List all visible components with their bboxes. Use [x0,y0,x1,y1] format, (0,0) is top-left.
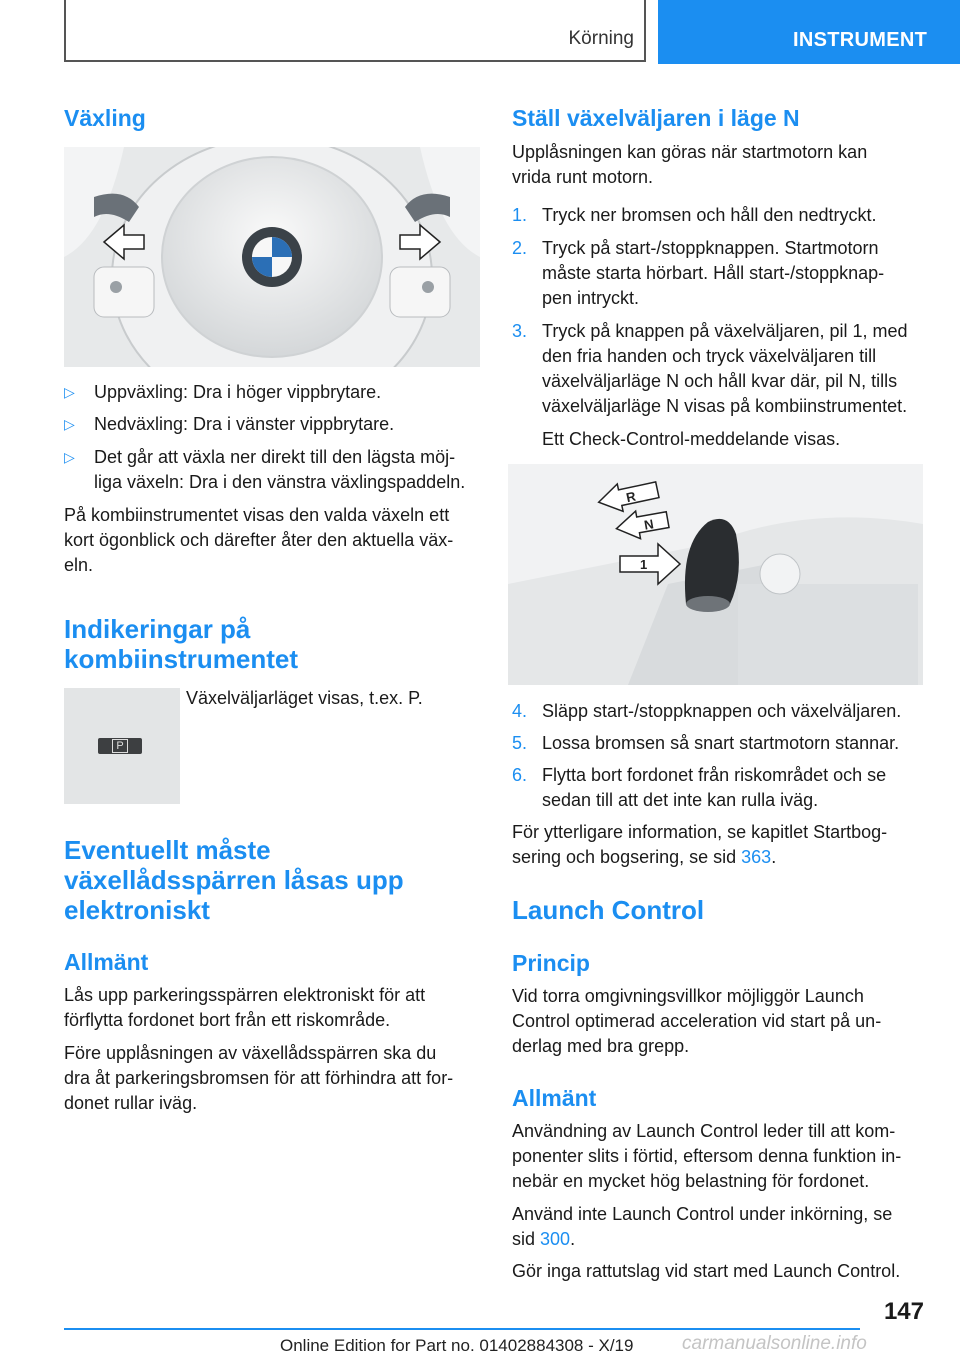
check-control-text: Ett Check-Control-meddelande visas. [542,429,841,449]
arrow-label-n: N [642,516,655,533]
gear-selector-image [508,464,923,685]
step-5: 5. Lossa bromsen så snart startmotorn stannar. [512,733,900,753]
triangle-bullet-icon: ▷ [64,449,75,465]
bullet-lowest-gear: ▷ Det går att växla ner direkt till den lägsta möj- liga växeln: Dra i den vänstra växlingspaddeln. [64,447,466,492]
gear-p-indicator: P [98,738,142,754]
step-2: 2. Tryck på start-/stoppknappen. Startmotorn måste starta hörbart. Håll start-/stoppknap- pen intryckt. [512,238,885,308]
paragraph-no-steering: Gör inga rattutslag vid start med Launch Control. [512,1261,901,1281]
header-tab [658,0,960,64]
heading-indikeringar: Indikeringar på kombiinstrumentet [64,614,299,674]
triangle-bullet-icon: ▷ [64,384,75,400]
footer-edition: Online Edition for Part no. 01402884308 - X/19 [280,1336,634,1355]
step-1: 1. Tryck ner bromsen och håll den nedtryckt. [512,205,877,225]
arrow-label-r: R [624,488,638,506]
paragraph-before-unlock: Före upplåsningen av växellådsspärren ska du dra åt parkeringsbromsen för att förhindra att for- donet rullar iväg. [64,1043,454,1113]
paragraph-princip: Vid torra omgivningsvillkor möjliggör Launch Control optimerad acceleration vid start på un- derlag med bra grepp. [512,986,882,1056]
page-number: 147 [883,1298,924,1325]
paragraph-unlock: Lås upp parkeringsspärren elektroniskt för att förflytta fordonet bort från ett riskområde. [64,985,426,1030]
step-4: 4. Släpp start-/stoppknappen och växelväljaren. [512,701,902,721]
steering-wheel-image [64,147,480,367]
bullet-upshift: ▷ Uppväxling: Dra i höger vippbrytare. [64,380,480,405]
link-page-300[interactable]: 300 [540,1229,571,1249]
heading-allmant-1: Allmänt [64,949,149,975]
watermark: carmanualsonline.info [682,1333,867,1354]
heading-stall-n: Ställ växelväljaren i läge N [512,105,800,131]
paragraph-intro-n: Upplåsningen kan göras när startmotorn kan vrida runt motorn. [512,142,868,187]
heading-launch-control: Launch Control [512,895,705,925]
triangle-bullet-icon: ▷ [64,416,75,432]
arrow-label-1: 1 [640,557,648,572]
paragraph-break-in: Använd inte Launch Control under inkörning, se sid 300. [512,1204,893,1249]
heading-princip: Princip [512,950,590,976]
heading-eventuellt: Eventuellt måste växellådsspärren låsas upp elektroniskt [64,835,404,925]
indicator-text: Växelväljarläget visas, t.ex. P. [186,688,423,708]
p-indicator-image [64,688,180,804]
header-tab-label: INSTRUMENT [793,29,928,51]
heading-vaxling: Växling [64,105,146,131]
step-6: 6. Flytta bort fordonet från riskområdet och se sedan till att det inte kan rulla iväg. [512,765,887,810]
paragraph-gear-display: På kombiinstrumentet visas den valda växeln ett kort ögonblick och därefter åter den aktuella väx- eln. [64,505,454,575]
paragraph-allmant-2: Användning av Launch Control leder till att kom- ponenter slits i förtid, eftersom denna funktion in- nebär en mycket hög belastning för fordonet. [512,1121,902,1191]
footer-line [64,1328,860,1330]
bullet-downshift: ▷ Nedväxling: Dra i vänster vippbrytare. [64,412,480,437]
step-3: 3. Tryck på knappen på växelväljaren, pil 1, med den fria handen och tryck växelväljaren till växelväljarläge N och håll kvar där, pil N, tills växelväljarläge N visas på kombiinstrumentet. [512,321,908,416]
link-page-363[interactable]: 363 [741,847,772,867]
paragraph-more-info: För ytterligare information, se kapitlet Startbog- sering och bogsering, se sid 363. [512,822,888,867]
heading-allmant-2: Allmänt [512,1085,597,1111]
header-section: Körning [568,28,634,49]
